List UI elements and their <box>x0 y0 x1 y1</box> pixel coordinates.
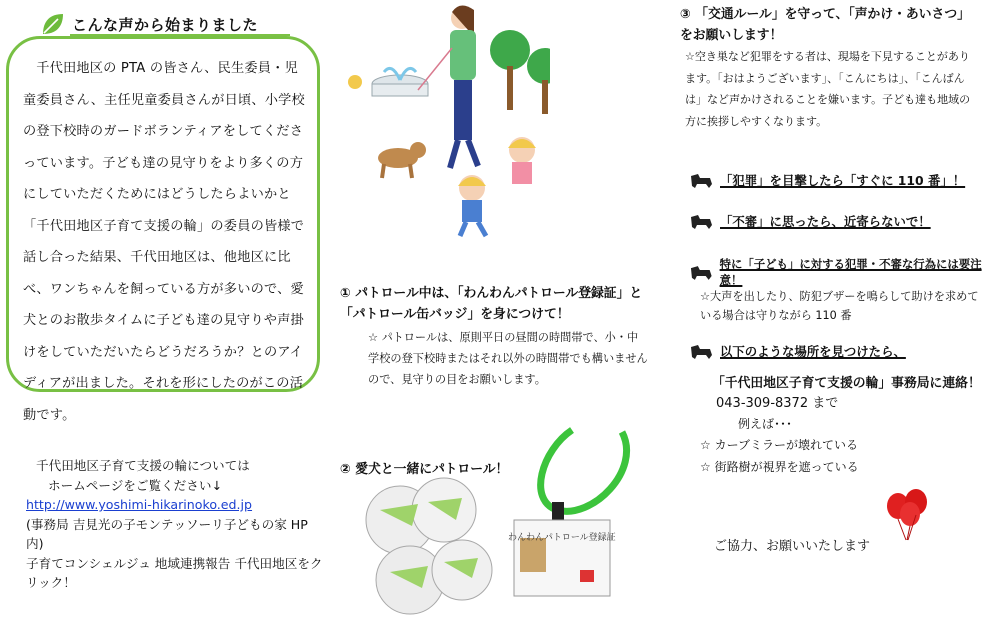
example-item-2: ☆ 街路樹が視界を遮っている <box>700 460 859 474</box>
item2-heading: ② 愛犬と一緒にパトロール！ <box>340 462 509 477</box>
item3-body: ☆空き巣など犯罪をする者は、現場を下見することがあります。「おはようございます」、「こんにちは」、「こんばんは」など声かけされることを嫌います。子ども達も地域の方に挨拶しやすくなります。 <box>685 50 971 128</box>
rule4-text: 以下のような場所を見つけたら、 <box>720 344 906 359</box>
balloon-icon <box>884 488 932 544</box>
rule-110 <box>688 170 965 190</box>
homepage-link[interactable]: http://www.yoshimi-hikarinoko.ed.jp <box>26 497 253 512</box>
dog-icon <box>688 211 714 231</box>
rule3-note: ☆大声を出したり、防犯ブザーを鳴らして助けを求めている場合は守りながら 110 番 <box>700 290 979 322</box>
dog-walk-illustration <box>340 0 550 250</box>
intro-box <box>6 36 320 423</box>
concierge-note: 子育てコンシェルジュ 地域連携報告 千代田地区をクリック！ <box>26 555 323 590</box>
badge-and-card-photo <box>352 410 652 632</box>
phone-number: 043-309-8372 まで <box>716 396 839 411</box>
home-line1: 千代田地区子育て支援の輪については <box>36 458 250 473</box>
card-title: わんわんパトロール登録証 <box>508 533 616 543</box>
rule-suspicious <box>688 211 931 231</box>
rule3-text: 特に「子ども」に対する犯罪・不審な行為には要注意！ <box>719 257 982 287</box>
dog-icon <box>688 262 714 282</box>
intro-title: こんな声から始まりました <box>72 15 259 34</box>
item1-heading: ① パトロール中は、「わんわんパトロール登録証」と「パトロール缶バッジ」を身につけて！ <box>340 286 643 322</box>
office-note: (事務局 吉見光の子モンテッソーリ子どもの家 HP 内) <box>26 516 308 551</box>
intro-title-wrap <box>40 12 258 36</box>
home-line2: ホームページをご覧ください↓ <box>48 477 223 493</box>
leaf-icon <box>40 11 66 37</box>
item3-heading: ③ 「交通ルール」を守って、「声かけ・あいさつ」をお願いします！ <box>680 7 970 43</box>
thanks-text: ご協力、お願いいたします <box>714 539 871 554</box>
rule2-text: 「不審」に思ったら、近寄らないで！ <box>720 214 931 229</box>
rule-children <box>688 256 1000 288</box>
dog-icon <box>688 170 714 190</box>
intro-text: 千代田地区の PTA の皆さん、民生委員・児童委員さん、主任児童委員さんが日頃、小学校の登下校時のガードボランティアをしてくださっています。子ども達の見守りをより多くの方にしていただくためにはどうしたらよいかと「千代田地区子育て支援の輪」の委員の皆様で話し合った結果、千代田地区は、他地区に比べ、ワンちゃんを飼っている方が多いので、愛犬とのお散歩タイムに子ども達の見守りや声掛けをしていただいたらどうだろうか？とのアイディアが出ました。それを形にしたのがこの活動です。 <box>23 61 305 423</box>
dog-icon <box>688 341 714 361</box>
rule-report <box>688 341 906 361</box>
item1-body: ☆ パトロールは、原則平日の昼間の時間帯で、小・中学校の登下校時またはそれ以外の時間帯でも構いませんので、見守りの目をお願いします。 <box>368 331 648 386</box>
homepage-info <box>26 456 326 593</box>
example-item-1: ☆ カーブミラーが壊れている <box>700 438 858 452</box>
contact-heading: 「千代田地区子育て支援の輪」事務局に連絡！ <box>712 376 981 391</box>
rule1-text: 「犯罪」を目撃したら「すぐに 110 番」！ <box>720 173 966 188</box>
example-label: 例えば･･･ <box>738 417 793 431</box>
